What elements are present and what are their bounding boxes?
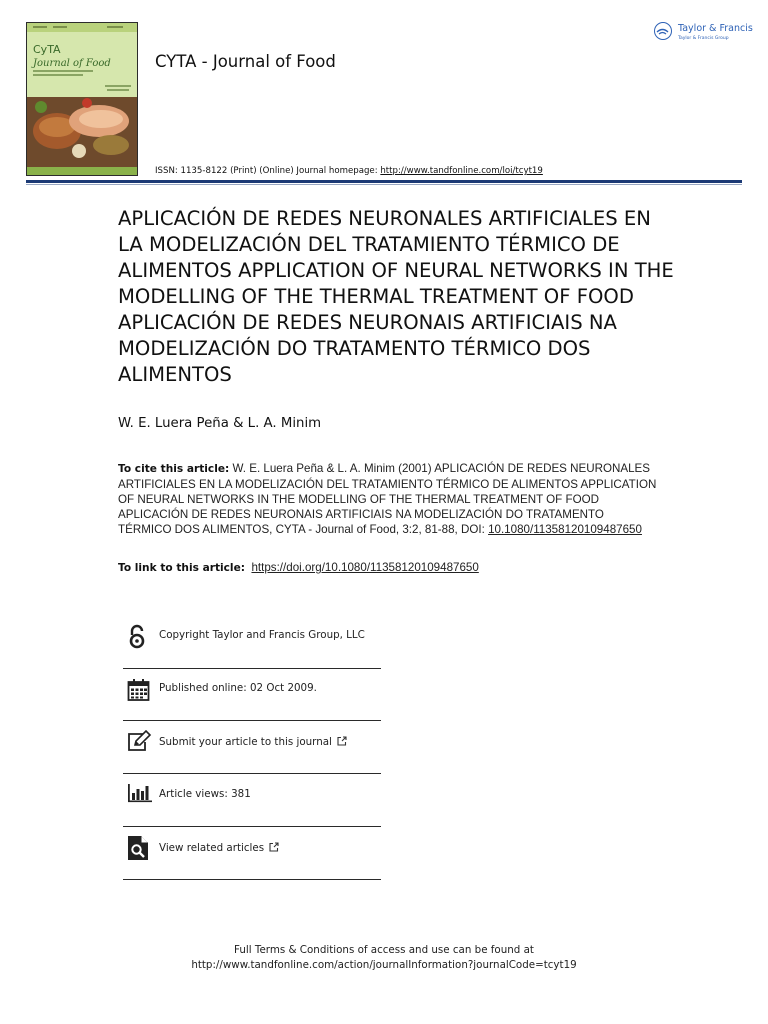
article-views-item [123, 774, 381, 827]
citation-block [118, 461, 658, 537]
article-views-text: Article views: 381 [159, 788, 251, 800]
published-item [123, 668, 381, 721]
edit-icon [127, 730, 151, 754]
journal-cover-image [26, 22, 138, 176]
cover-title: CyTA [33, 43, 61, 56]
external-link-icon [337, 736, 347, 749]
publisher-logo-icon [654, 22, 672, 40]
header-divider [26, 180, 742, 183]
doi-link[interactable]: 10.1080/11358120109487650 [488, 523, 642, 537]
published-date: Published online: 02 Oct 2009. [159, 682, 317, 694]
related-articles-text: View related articles [159, 842, 265, 854]
related-articles-link[interactable] [123, 827, 381, 880]
bar-chart-icon [127, 782, 151, 806]
article-link-line [118, 561, 479, 574]
submit-article-item [159, 736, 347, 749]
link-label: To link to this article: [118, 562, 245, 574]
open-access-icon [127, 624, 151, 648]
footer-terms-text: Full Terms & Conditions of access and use can be found at [234, 944, 534, 956]
article-authors: W. E. Luera Peña & L. A. Minim [118, 416, 322, 431]
search-document-icon [127, 835, 151, 859]
copyright-text: Copyright Taylor and Francis Group, LLC [159, 629, 365, 641]
calendar-icon [127, 678, 151, 702]
publisher-name: Taylor & Francis [678, 23, 753, 34]
publisher-subtitle: Taylor & Francis Group [678, 36, 729, 41]
cite-label: To cite this article: [118, 463, 230, 475]
issn-line [155, 166, 543, 176]
article-url-link[interactable]: https://doi.org/10.1080/11358120109487650 [251, 561, 479, 574]
issn-text: ISSN: 1135-8122 (Print) (Online) Journal homepage: [155, 166, 381, 176]
related-articles-item [159, 842, 279, 855]
copyright-item [123, 616, 381, 669]
submit-article-link[interactable] [123, 721, 381, 774]
submit-article-text: Submit your article to this journal [159, 736, 332, 748]
footer [0, 943, 768, 973]
external-link-icon [269, 842, 279, 855]
article-title: APLICACIÓN DE REDES NEURONALES ARTIFICIALES EN LA MODELIZACIÓN DEL TRATAMIENTO TÉRMICO DE ALIMENTOS APPLICATION OF NEURAL NETWORKS IN THE MODELLING OF THE THERMAL TREATMENT OF FOOD APLICACIÓN DE REDES NEURONAIS ARTIFICIAIS NA MODELIZACIÓN DO TRATAMENTO TÉRMICO DOS ALIMENTOS [118, 207, 674, 386]
header-divider-thin [26, 184, 742, 185]
journal-title: CYTA - Journal of Food [155, 52, 336, 71]
cover-subtitle: Journal of Food [33, 58, 111, 69]
cite-text: W. E. Luera Peña & L. A. Minim (2001) APLICACIÓN DE REDES NEURONALES ARTIFICIALES EN LA MODELIZACIÓN DEL TRATAMIENTO TÉRMICO DE ALIMENTOS APPLICATION OF NEURAL NETWORKS IN THE MODELLING OF THE THERMAL TREATMENT OF FOOD APLICACIÓN DE REDES NEURONAIS ARTIFICIAIS NA MODELIZACIÓN DO TRATAMENTO TÉRMICO DOS ALIMENTOS, CYTA - Journal of Food, 3:2, 81-88, DOI: [118, 462, 657, 537]
info-divider [123, 879, 381, 880]
journal-homepage-link[interactable]: http://www.tandfonline.com/loi/tcyt19 [380, 166, 543, 176]
footer-terms-link[interactable]: http://www.tandfonline.com/action/journalInformation?journalCode=tcyt19 [191, 959, 577, 971]
